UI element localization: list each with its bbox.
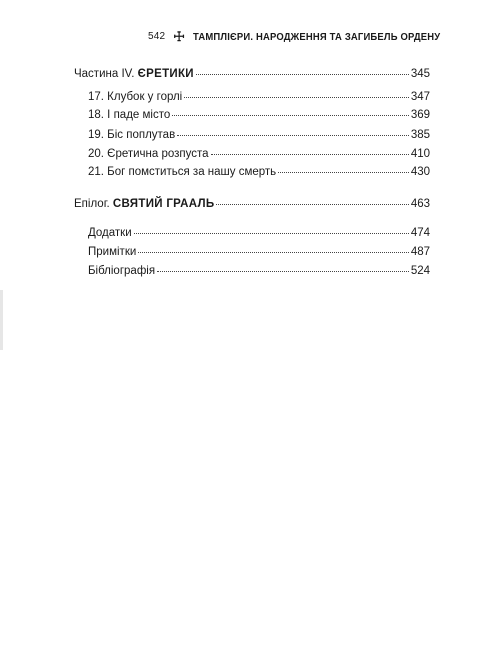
toc-leader [211, 154, 409, 155]
toc-prefix: Епілог. [74, 198, 113, 210]
toc-label: Примітки [88, 246, 137, 258]
toc-page-number: 410 [410, 148, 430, 160]
toc-leader [278, 172, 409, 173]
toc-leader [134, 233, 409, 234]
toc-entry-appendix[interactable] [88, 227, 430, 239]
toc-page-number: 487 [410, 246, 430, 258]
toc-label: 17. Клубок у горлі [88, 91, 183, 103]
toc-entry-bibliography[interactable] [88, 265, 430, 277]
toc-page-number: 430 [410, 166, 430, 178]
toc-entry-chapter-19[interactable] [88, 129, 430, 141]
cross-icon: ☩ [173, 29, 186, 44]
toc-leader [172, 115, 409, 116]
toc-leader [216, 204, 408, 205]
toc-page-number: 369 [410, 109, 430, 121]
toc-label: 20. Єретична розпуста [88, 148, 209, 160]
toc-label: 19. Біс поплутав [88, 129, 176, 141]
toc-entry-epilogue[interactable] [74, 198, 430, 210]
toc-part-title: СВЯТИЙ ГРААЛЬ [112, 198, 215, 210]
toc-entry-chapter-17[interactable] [88, 91, 430, 103]
toc-label: Додатки [88, 227, 132, 239]
toc-part-title: ЄРЕТИКИ [137, 68, 194, 80]
toc-label [74, 198, 214, 210]
toc-page-number: 345 [410, 68, 430, 80]
toc-label: 21. Бог помститься за нашу смерть [88, 166, 277, 178]
toc-leader [138, 252, 409, 253]
toc-label: Бібліографія [88, 265, 156, 277]
toc-prefix: Частина IV. [74, 68, 138, 80]
header-title: ТАМПЛІЄРИ. НАРОДЖЕННЯ ТА ЗАГИБЕЛЬ ОРДЕНУ [193, 30, 441, 43]
header-page-number: 542 [148, 31, 166, 42]
toc-page-number: 463 [410, 198, 430, 210]
toc-page-number: 474 [410, 227, 430, 239]
toc-page-number: 385 [410, 129, 430, 141]
running-header [148, 30, 448, 43]
toc-label [74, 68, 194, 80]
toc-page-number: 347 [410, 91, 430, 103]
toc-entry-notes[interactable] [88, 246, 430, 258]
toc-leader [196, 74, 409, 75]
toc-entry-part-4[interactable] [74, 68, 430, 80]
toc-entry-chapter-18[interactable] [88, 109, 430, 121]
toc-leader [157, 271, 409, 272]
toc-entry-chapter-20[interactable] [88, 148, 430, 160]
scan-shadow [0, 290, 3, 350]
toc-leader [184, 97, 409, 98]
toc-leader [177, 135, 409, 136]
toc-page-number: 524 [410, 265, 430, 277]
toc-entry-chapter-21[interactable] [88, 166, 430, 178]
toc-label: 18. І паде місто [88, 109, 171, 121]
